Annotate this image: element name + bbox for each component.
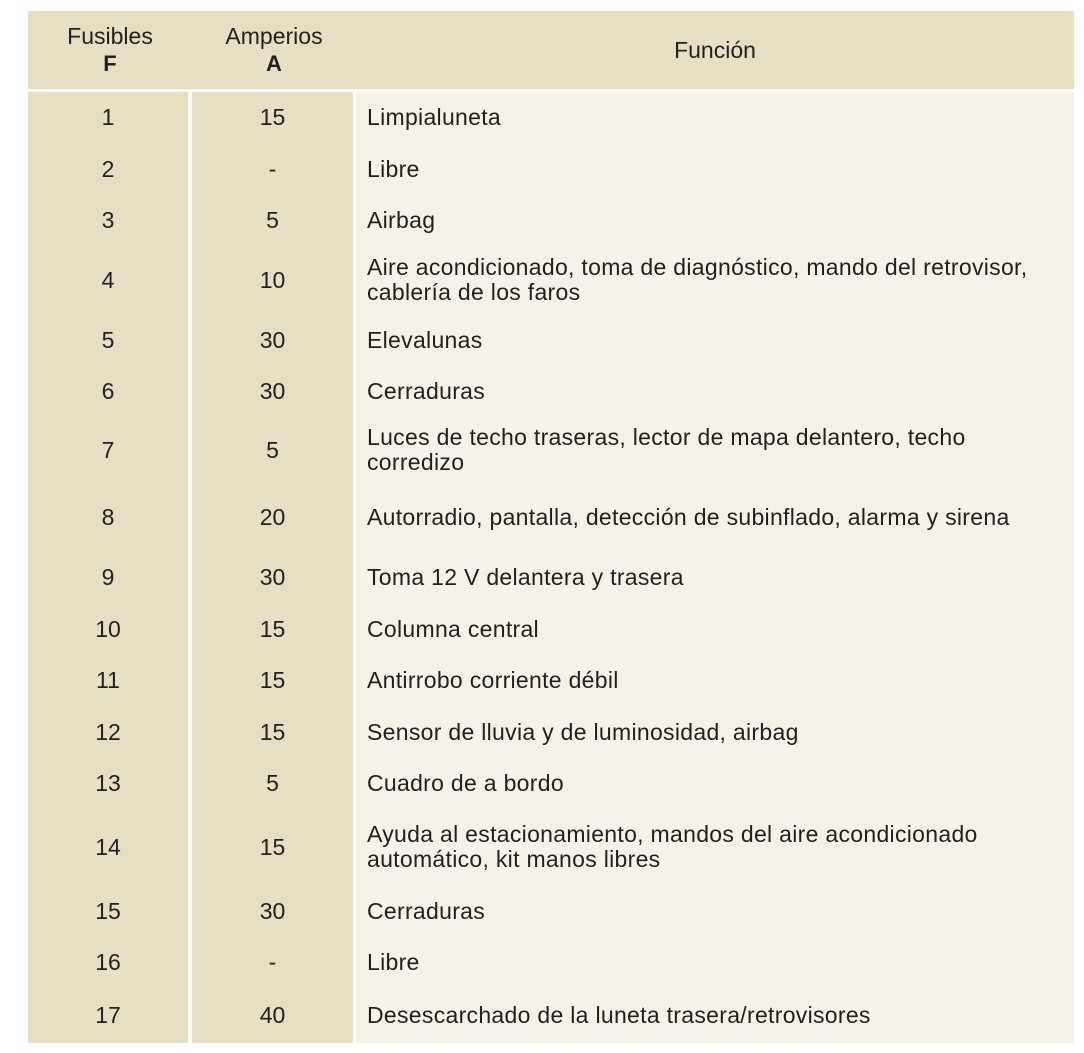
fuse-amps: 5 [192,758,356,809]
fuse-number: 14 [28,809,192,885]
fuse-number: 10 [28,603,192,655]
header-fuse-label: Fusibles [67,23,153,49]
fuse-function [356,483,1074,551]
fuse-function-text: Toma 12 V delantera y trasera [367,563,684,590]
table-row [28,143,1074,195]
fuse-number: 3 [28,195,192,246]
fuse-function-text: Ayuda al estacionamiento, mandos del aire acondicionado automático, kit manos libres [367,821,978,872]
table-row [28,603,1074,655]
fuse-number: 5 [28,314,192,366]
fuse-function [356,706,1074,758]
fuse-function [356,603,1074,655]
fuse-number: 11 [28,655,192,706]
fuse-amps: 10 [192,246,356,314]
fuse-function-text: Airbag [367,207,436,233]
fuse-number: 16 [28,937,192,988]
fuse-amps: - [192,937,356,988]
fuse-function-text: Libre [367,155,420,182]
fuse-amps: 40 [192,988,356,1043]
table-row [28,366,1074,417]
fuse-number: 9 [28,551,192,603]
fuse-function [356,143,1074,195]
fuse-amps: 30 [192,885,356,937]
header-amps-unit: A [266,51,282,76]
table-row [28,706,1074,758]
fuse-amps: 15 [192,809,356,885]
fuse-amps: - [192,143,356,195]
fuse-function-text: Cuadro de a bordo [367,770,564,796]
fuse-function-text: Cerraduras [367,378,486,404]
fuse-amps: 30 [192,366,356,417]
fuse-function-text: Luces de techo traseras, lector de mapa delantero, techo corredizo [367,424,966,475]
fuse-function [356,758,1074,809]
fuse-amps: 20 [192,483,356,551]
table-row [28,195,1074,246]
fuse-amps: 30 [192,314,356,366]
fuse-table [28,11,1074,1043]
fuse-number: 2 [28,143,192,195]
fuse-function [356,551,1074,603]
table-row [28,314,1074,366]
fuse-function [356,885,1074,937]
table-row [28,885,1074,937]
table-row [28,551,1074,603]
fuse-amps: 15 [192,655,356,706]
fuse-amps: 5 [192,417,356,483]
table-row [28,937,1074,988]
table-row [28,92,1074,143]
fuse-amps: 5 [192,195,356,246]
fuse-function-text: Autorradio, pantalla, detección de subinflado, alarma y sirena [367,503,1010,530]
fuse-function [356,988,1074,1043]
fuse-number: 15 [28,885,192,937]
fuse-amps: 15 [192,706,356,758]
table-row [28,246,1074,314]
fuse-function [356,366,1074,417]
header-function-label: Función [674,37,756,63]
fuse-function [356,246,1074,314]
table-row [28,483,1074,551]
header-fuse-unit: F [103,51,117,76]
header-amps-label: Amperios [225,23,323,49]
table-row [28,988,1074,1043]
table-row [28,417,1074,483]
fuse-number: 13 [28,758,192,809]
fuse-function-text: Desescarchado de la luneta trasera/retrovisores [367,1002,871,1028]
fuse-function-text: Libre [367,949,420,975]
fuse-function-text: Antirrobo corriente débil [367,667,619,693]
fuse-function-text: Elevalunas [367,326,483,353]
table-row [28,809,1074,885]
fuse-function [356,809,1074,885]
fuse-function [356,314,1074,366]
header-fuse [28,11,192,89]
fuse-number: 6 [28,366,192,417]
fuse-amps: 30 [192,551,356,603]
fuse-function [356,195,1074,246]
fuse-amps: 15 [192,92,356,143]
fuse-function-text: Columna central [367,615,539,642]
header-function [356,11,1074,89]
fuse-function [356,655,1074,706]
fuse-function [356,417,1074,483]
fuse-number: 7 [28,417,192,483]
fuse-number: 8 [28,483,192,551]
table-header [28,11,1074,92]
fuse-number: 4 [28,246,192,314]
fuse-function-text: Cerraduras [367,897,486,924]
fuse-number: 17 [28,988,192,1043]
fuse-amps: 15 [192,603,356,655]
fuse-function [356,937,1074,988]
fuse-number: 12 [28,706,192,758]
fuse-function [356,92,1074,143]
fuse-function-text: Sensor de lluvia y de luminosidad, airbag [367,718,799,745]
table-row [28,655,1074,706]
table-row [28,758,1074,809]
fuse-number: 1 [28,92,192,143]
header-amps [192,11,356,89]
fuse-function-text: Limpialuneta [367,104,502,130]
table-body [28,92,1074,1043]
fuse-function-text: Aire acondicionado, toma de diagnóstico, mando del retrovisor, cablería de los faros [367,254,1028,305]
